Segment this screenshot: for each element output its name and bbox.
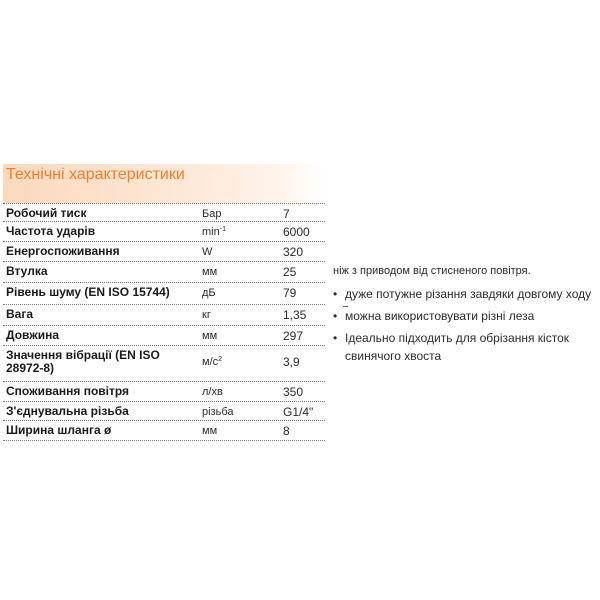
spec-value: 3,9: [283, 355, 300, 369]
spec-param: Ширина шланга ø: [6, 423, 112, 437]
spec-row-working-pressure: [3, 203, 325, 222]
spec-param: Споживання повітря: [6, 384, 130, 398]
spec-param: Рівень шуму (EN ISO 15744): [6, 285, 170, 299]
spec-param: Втулка: [6, 264, 48, 278]
spec-value: 320: [283, 245, 304, 259]
spec-unit: різьба: [202, 406, 234, 418]
spec-unit-exponent: 2: [218, 356, 223, 363]
spec-value: 7: [283, 207, 290, 221]
spec-row-air-consumption: [3, 382, 325, 402]
spec-row-power-consumption: [3, 242, 325, 262]
spec-value: 350: [283, 385, 304, 399]
spec-unit: [202, 226, 226, 239]
spec-row-noise-level: [3, 283, 325, 305]
feature-item: [333, 285, 599, 303]
spec-param: Робочий тиск: [6, 206, 87, 220]
spec-unit: мм: [202, 330, 218, 342]
spec-unit-exponent: -1: [219, 226, 226, 233]
spec-row-bushing: [3, 262, 325, 283]
spec-row-length: [3, 326, 325, 346]
spec-value: 79: [283, 286, 297, 300]
spec-value: 6000: [283, 225, 310, 239]
spec-unit: W: [202, 246, 213, 258]
specifications-title: Технічні характеристики: [3, 164, 325, 203]
spec-value: 8: [283, 424, 290, 438]
spec-param: Енергоспоживання: [6, 244, 120, 258]
spec-value: 25: [283, 265, 297, 279]
spec-row-vibration: [3, 346, 325, 382]
spec-value: 297: [283, 329, 304, 343]
specifications-table: [3, 164, 325, 441]
spec-param: Частота ударів: [6, 224, 96, 238]
spec-row-connection-thread: [3, 402, 325, 421]
bullet-icon: •: [333, 331, 338, 345]
spec-unit: кг: [202, 309, 211, 321]
feature-list: [333, 285, 599, 369]
spec-value: G1/4": [283, 405, 314, 419]
spec-param: Значення вібрації (EN ISO 28972-8): [6, 348, 160, 375]
spec-param: Вага: [6, 307, 34, 321]
spec-row-weight: [3, 305, 325, 326]
product-intro-text: ніж з приводом від стисненого повітря.: [333, 265, 531, 277]
spec-param: З'єднувальна різьба: [6, 404, 129, 418]
feature-item: [333, 329, 599, 365]
spec-param: Довжина: [6, 328, 60, 342]
spec-value: 1,35: [283, 308, 307, 322]
spec-unit: мм: [202, 425, 218, 437]
spec-row-hose-width: [3, 421, 325, 441]
bullet-icon: •: [333, 309, 338, 323]
feature-item: [333, 307, 599, 325]
feature-text: можна використовувати різні леза: [345, 309, 535, 323]
spec-unit: дБ: [202, 287, 216, 299]
spec-unit: Бар: [202, 208, 222, 220]
feature-text: дуже потужне різання завдяки довгому ходу: [345, 287, 592, 301]
spec-unit-base: min: [202, 226, 220, 238]
spec-row-impact-frequency: [3, 222, 325, 242]
spec-unit: мм: [202, 266, 218, 278]
feature-text: Ідеально підходить для обрізання кісток свинячого хвоста: [345, 331, 569, 363]
spec-unit: л/хв: [202, 386, 223, 398]
bullet-icon: •: [333, 287, 338, 301]
spec-unit: [202, 356, 222, 369]
spec-unit-base: м/с: [202, 356, 219, 368]
